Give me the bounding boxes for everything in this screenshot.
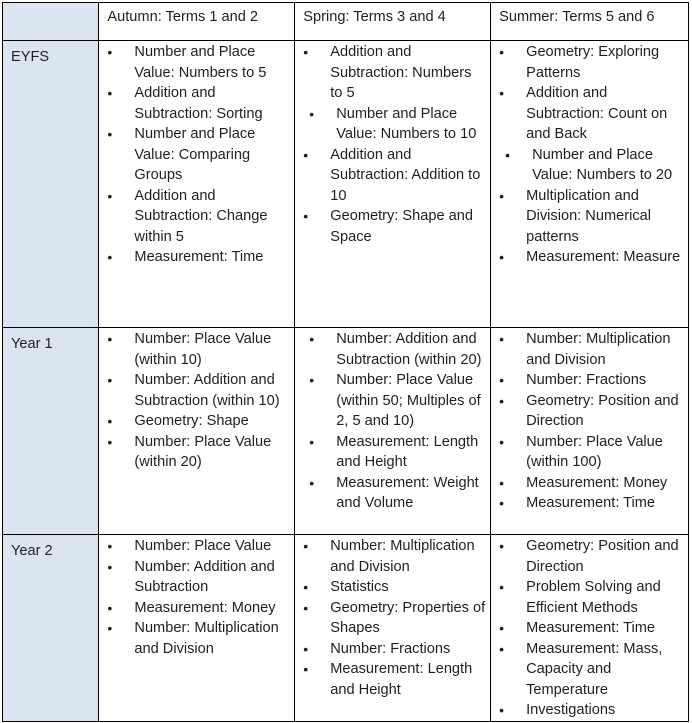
header-row bbox=[3, 3, 689, 41]
list-item: • Measurement: Weight and Volume bbox=[303, 473, 486, 514]
list-item: • Addition and Subtraction: Sorting bbox=[107, 83, 290, 124]
header-spring bbox=[295, 3, 491, 41]
list-item: • Measurement: Length and Height bbox=[303, 432, 486, 473]
list-item: • Addition and Subtraction: Count on and Back bbox=[499, 83, 684, 145]
header-summer bbox=[491, 3, 689, 41]
cell-year1-autumn bbox=[99, 328, 295, 535]
list-item: • Geometry: Shape bbox=[107, 411, 290, 432]
header-autumn bbox=[99, 3, 295, 41]
cell-year2-spring bbox=[295, 535, 491, 722]
list-item: • Number: Addition and Subtraction (within 10) bbox=[107, 370, 290, 411]
list-item: • Number: Addition and Subtraction (within 20) bbox=[303, 329, 486, 370]
list-item: • Number: Place Value (within 20) bbox=[107, 432, 290, 473]
cell-eyfs-summer bbox=[491, 41, 689, 328]
list-item: • Number: Multiplication and Division bbox=[499, 329, 684, 370]
table-row-year1 bbox=[3, 328, 689, 535]
list-item: • Multiplication and Division: Numerical patterns bbox=[499, 186, 684, 248]
list-item: • Geometry: Position and Direction bbox=[499, 536, 684, 577]
list-item: • Measurement: Length and Height bbox=[303, 659, 486, 700]
corner-cell bbox=[3, 3, 99, 41]
cell-year2-summer bbox=[491, 535, 689, 722]
list-item: • Number and Place Value: Numbers to 10 bbox=[303, 104, 486, 145]
list-item: • Addition and Subtraction: Change within 5 bbox=[107, 186, 290, 248]
row-label-year1: Year 1 bbox=[3, 328, 99, 535]
list-item: • Number: Place Value (within 10) bbox=[107, 329, 290, 370]
list-item: • Measurement: Mass, Capacity and Temperature bbox=[499, 639, 684, 701]
row-label-eyfs: EYFS bbox=[3, 41, 99, 328]
cell-eyfs-spring bbox=[295, 41, 491, 328]
list-item: • Number and Place Value: Comparing Groups bbox=[107, 124, 290, 186]
list-item: • Addition and Subtraction: Addition to 10 bbox=[303, 145, 486, 207]
list-item: • Number: Place Value (within 100) bbox=[499, 432, 684, 473]
cell-year1-spring bbox=[295, 328, 491, 535]
list-item: • Measurement: Time bbox=[107, 247, 290, 268]
list-item: • Geometry: Shape and Space bbox=[303, 206, 486, 247]
cell-year1-summer bbox=[491, 328, 689, 535]
list-item: • Problem Solving and Efficient Methods bbox=[499, 577, 684, 618]
list-item: • Number: Place Value bbox=[107, 536, 290, 557]
header-summer-label: Summer: Terms 5 and 6 bbox=[499, 9, 655, 25]
list-item: • Number: Fractions bbox=[303, 639, 486, 660]
list-item: • Measurement: Measure bbox=[499, 247, 684, 268]
list-item: • Addition and Subtraction: Numbers to 5 bbox=[303, 42, 486, 104]
list-item: • Number: Place Value (within 50; Multiples of 2, 5 and 10) bbox=[303, 370, 486, 432]
list-item: • Geometry: Properties of Shapes bbox=[303, 598, 486, 639]
list-item: • Measurement: Time bbox=[499, 493, 684, 514]
list-item: • Number: Addition and Subtraction bbox=[107, 557, 290, 598]
header-autumn-label: Autumn: Terms 1 and 2 bbox=[107, 9, 259, 25]
list-item: • Number and Place Value: Numbers to 5 bbox=[107, 42, 290, 83]
list-item: • Number: Multiplication and Division bbox=[107, 618, 290, 659]
cell-eyfs-autumn bbox=[99, 41, 295, 328]
list-item: • Measurement: Money bbox=[499, 473, 684, 494]
table-row-eyfs bbox=[3, 41, 689, 328]
list-item: • Measurement: Money bbox=[107, 598, 290, 619]
list-item: • Statistics bbox=[303, 577, 486, 598]
header-spring-label: Spring: Terms 3 and 4 bbox=[303, 9, 446, 25]
list-item: • Geometry: Exploring Patterns bbox=[499, 42, 684, 83]
list-item: • Measurement: Time bbox=[499, 618, 684, 639]
list-item: • Geometry: Position and Direction bbox=[499, 391, 684, 432]
list-item: • Investigations bbox=[499, 700, 684, 721]
table-row-year2 bbox=[3, 535, 689, 722]
curriculum-table bbox=[2, 2, 689, 722]
list-item: • Number: Multiplication and Division bbox=[303, 536, 486, 577]
cell-year2-autumn bbox=[99, 535, 295, 722]
row-label-year2: Year 2 bbox=[3, 535, 99, 722]
list-item: • Number and Place Value: Numbers to 20 bbox=[499, 145, 684, 186]
list-item: • Number: Fractions bbox=[499, 370, 684, 391]
